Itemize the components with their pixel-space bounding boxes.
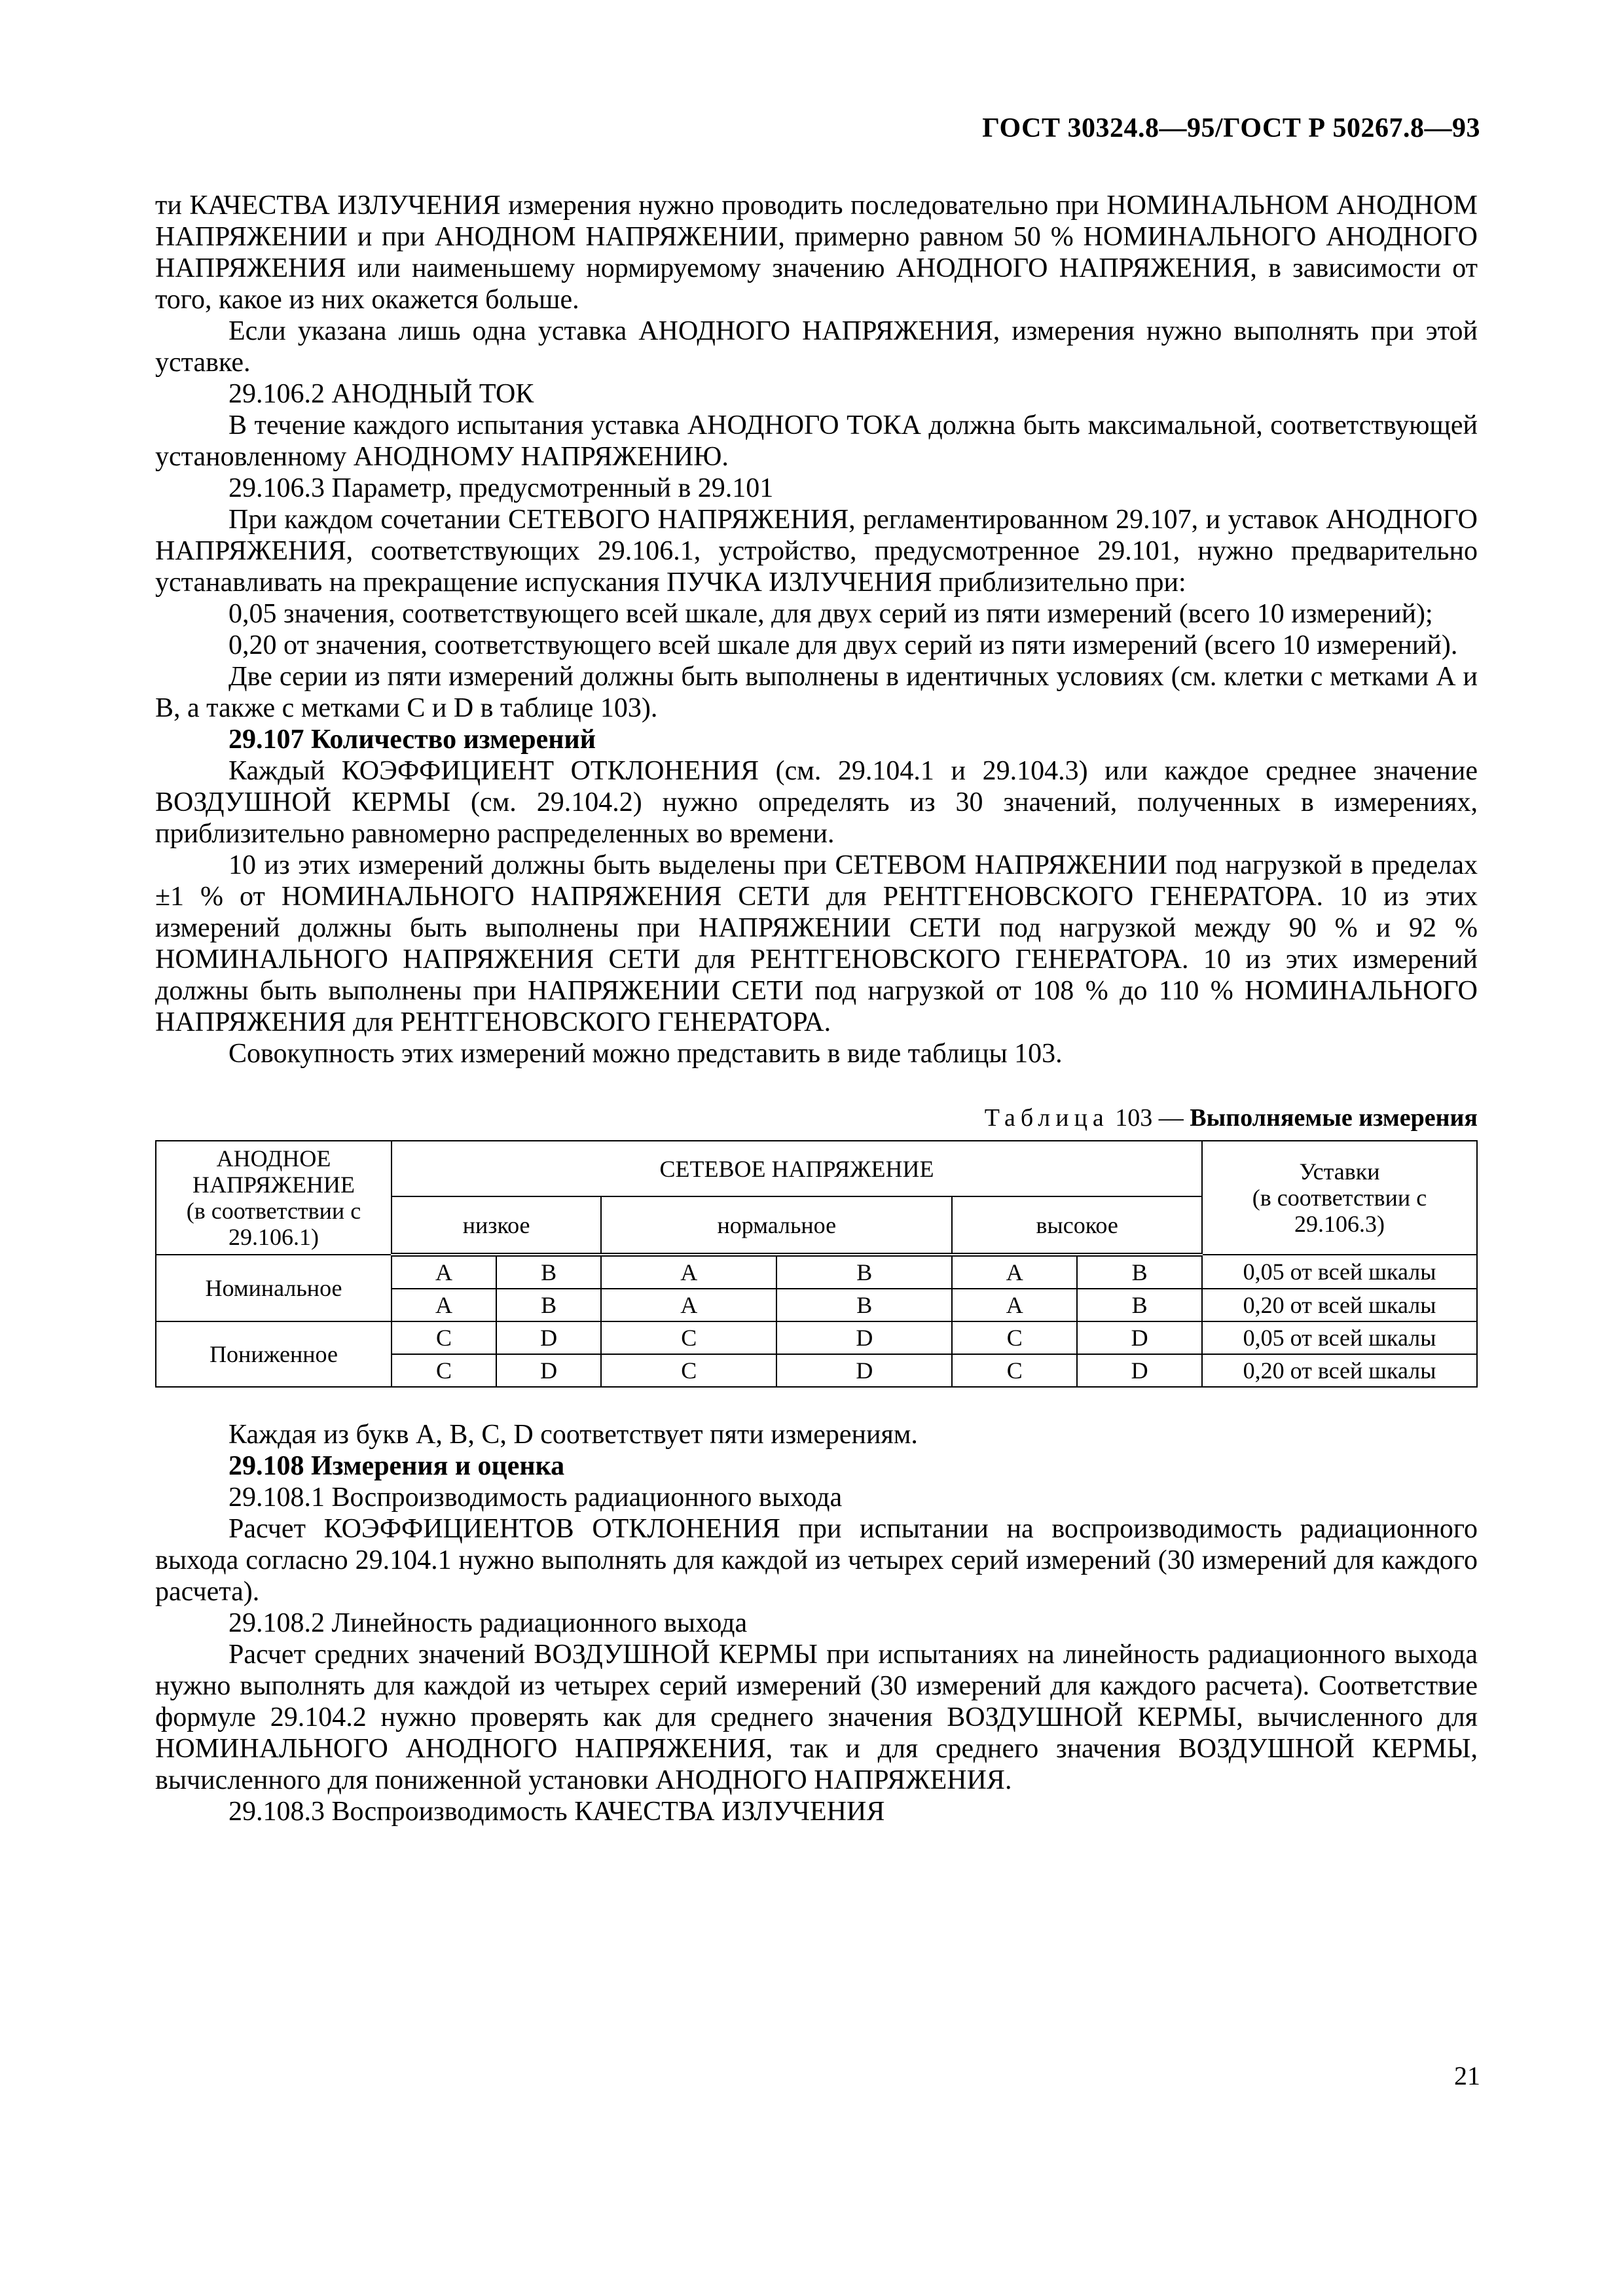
table-cell: А xyxy=(392,1255,496,1289)
header-high: высокое xyxy=(952,1196,1202,1255)
table-cell: D xyxy=(496,1321,601,1354)
table-cell: D xyxy=(496,1354,601,1387)
paragraph: 29.108.3 Воспроизводимость КАЧЕСТВА ИЗЛУЧЕНИЯ xyxy=(228,1797,885,1827)
row-group-label: Номинальное xyxy=(156,1255,392,1321)
setting-cell: 0,20 от всей шкалы xyxy=(1202,1289,1477,1321)
paragraph: Если указана лишь одна уставка АНОДНОГО НАПРЯЖЕНИЯ, измерения нужно выполнять при этой уставке. xyxy=(155,316,1478,378)
header-settings-label: Уставки xyxy=(1299,1158,1380,1185)
header-low: низкое xyxy=(392,1196,601,1255)
table-cell: В xyxy=(1077,1255,1202,1289)
paragraph: 29.108.2 Линейность радиационного выхода xyxy=(228,1608,748,1638)
paragraph: Две серии из пяти измерений должны быть выполнены в идентичных условиях (см. клетки с метками А и В, а также с метками С и D в таблице 103). xyxy=(155,662,1478,723)
setting-cell: 0,20 от всей шкалы xyxy=(1202,1354,1477,1387)
paragraph: В течение каждого испытания уставка АНОДНОГО ТОКА должна быть максимальной, соответствующей установленному АНОДНОМУ НАПРЯЖЕНИЮ. xyxy=(155,410,1478,472)
setting-cell: 0,05 от всей шкалы xyxy=(1202,1255,1477,1289)
table-cell: В xyxy=(776,1289,952,1321)
paragraph: Каждый КОЭФФИЦИЕНТ ОТКЛОНЕНИЯ (см. 29.104.1 и 29.104.3) или каждое среднее значение ВОЗДУШНОЙ КЕРМЫ (см. 29.104.2) нужно определять из 30 значений, полученных в измерениях, приблизительно равномерно распределенных во времени. xyxy=(155,756,1478,849)
table-cell: А xyxy=(392,1289,496,1321)
paragraph: ти КАЧЕСТВА ИЗЛУЧЕНИЯ измерения нужно проводить последовательно при НОМИНАЛЬНОМ АНОДНОМ НАПРЯЖЕНИИ и при АНОДНОМ НАПРЯЖЕНИИ, примерно равном 50 % НОМИНАЛЬНОГО АНОДНОГО НАПРЯЖЕНИЯ или наименьшему нормируемому значению АНОДНОГО НАПРЯЖЕНИЯ, в зависимости от того, какое из них окажется больше. xyxy=(155,190,1478,315)
table-cell: С xyxy=(392,1354,496,1387)
table-cell: А xyxy=(601,1289,776,1321)
table-caption-title: Выполняемые измерения xyxy=(1190,1104,1478,1132)
setting-cell: 0,05 от всей шкалы xyxy=(1202,1321,1477,1354)
paragraph: 29.106.3 Параметр, предусмотренный в 29.101 xyxy=(228,473,774,503)
table-cell: D xyxy=(776,1321,952,1354)
page-number: 21 xyxy=(1454,2061,1480,2090)
top-paragraphs xyxy=(155,190,1478,1069)
table-cell: В xyxy=(496,1289,601,1321)
page-header: ГОСТ 30324.8—95/ГОСТ Р 50267.8—93 xyxy=(982,113,1480,143)
table-caption xyxy=(155,1102,1478,1134)
table-caption-number: 103 — xyxy=(1115,1104,1184,1132)
row-group-label: Пониженное xyxy=(156,1321,392,1387)
table-cell: D xyxy=(1077,1354,1202,1387)
header-anode-voltage xyxy=(156,1141,392,1255)
paragraph: Расчет КОЭФФИЦИЕНТОВ ОТКЛОНЕНИЯ при испытании на воспроизводимость радиационного выхода согласно 29.104.1 нужно выполнять для каждой из четырех серий измерений (30 измерений для каждого расчета). xyxy=(155,1514,1478,1607)
table-row xyxy=(156,1255,1477,1289)
table-cell: С xyxy=(952,1321,1077,1354)
header-network-voltage: СЕТЕВОЕ НАПРЯЖЕНИЕ xyxy=(392,1141,1202,1196)
table-cell: С xyxy=(392,1321,496,1354)
document-body xyxy=(155,190,1478,1827)
paragraph: 29.106.2 АНОДНЫЙ ТОК xyxy=(228,379,534,409)
table-caption-label: Таблица xyxy=(984,1104,1109,1132)
paragraph: Совокупность этих измерений можно представить в виде таблицы 103. xyxy=(228,1039,1063,1069)
table-cell: В xyxy=(496,1255,601,1289)
paragraph: 29.108.1 Воспроизводимость радиационного выхода xyxy=(228,1482,843,1513)
paragraph: Каждая из букв А, В, С, D соответствует пяти измерениям. xyxy=(228,1420,918,1450)
header-normal: нормальное xyxy=(601,1196,952,1255)
paragraph: Расчет средних значений ВОЗДУШНОЙ КЕРМЫ при испытаниях на линейность радиационного выхода нужно выполнять для каждой из четырех серий измерений (30 измерений для каждого расчета). Соответствие формуле 29.104.2 нужно проверять как для среднего значения ВОЗДУШНОЙ КЕРМЫ, вычисленного для НОМИНАЛЬНОГО АНОДНОГО НАПРЯЖЕНИЯ, так и для среднего значения ВОЗДУШНОЙ КЕРМЫ, вычисленного для пониженной установки АНОДНОГО НАПРЯЖЕНИЯ. xyxy=(155,1640,1478,1795)
table-cell: С xyxy=(952,1354,1077,1387)
table-cell: С xyxy=(601,1354,776,1387)
section-heading: 29.108 Измерения и оценка xyxy=(228,1451,565,1481)
bottom-paragraphs xyxy=(155,1419,1478,1827)
table-cell: С xyxy=(601,1321,776,1354)
header-settings-ref: (в соответствии с 29.106.3) xyxy=(1252,1185,1427,1237)
table-cell: А xyxy=(952,1289,1077,1321)
table-row xyxy=(156,1321,1477,1354)
paragraph: При каждом сочетании СЕТЕВОГО НАПРЯЖЕНИЯ, регламентированном 29.107, и уставок АНОДНОГО НАПРЯЖЕНИЯ, соответствующих 29.106.1, устройство, предусмотренное 29.101, нужно предварительно устанавливать на прекращение испускания ПУЧКА ИЗЛУЧЕНИЯ приблизительно при: xyxy=(155,505,1478,598)
table-cell: А xyxy=(601,1255,776,1289)
paragraph: 0,20 от значения, соответствующего всей шкале для двух серий из пяти измерений (всего 10 измерений). xyxy=(228,630,1458,660)
table-body xyxy=(156,1255,1477,1387)
table-cell: А xyxy=(952,1255,1077,1289)
section-heading: 29.107 Количество измерений xyxy=(228,725,596,755)
paragraph: 10 из этих измерений должны быть выделены при СЕТЕВОМ НАПРЯЖЕНИИ под нагрузкой в пределах ±1 % от НОМИНАЛЬНОГО НАПРЯЖЕНИЯ СЕТИ для РЕНТГЕНОВСКОГО ГЕНЕРАТОРА. 10 из этих измерений должны быть выполнены при НАПРЯЖЕНИИ СЕТИ под нагрузкой между 90 % и 92 % НОМИНАЛЬНОГО НАПРЯЖЕНИЯ СЕТИ для РЕНТГЕНОВСКОГО ГЕНЕРАТОРА. 10 из этих измерений должны быть выполнены при НАПРЯЖЕНИИ СЕТИ под нагрузкой от 108 % до 110 % НОМИНАЛЬНОГО НАПРЯЖЕНИЯ для РЕНТГЕНОВСКОГО ГЕНЕРАТОРА. xyxy=(155,850,1478,1037)
measurements-table xyxy=(155,1140,1478,1388)
header-anode-ref: (в соответствии с 29.106.1) xyxy=(186,1198,361,1250)
table-cell: D xyxy=(776,1354,952,1387)
table-cell: В xyxy=(1077,1289,1202,1321)
header-settings xyxy=(1202,1141,1477,1255)
header-anode-label: АНОДНОЕ НАПРЯЖЕНИЕ xyxy=(192,1145,355,1198)
paragraph: 0,05 значения, соответствующего всей шкале, для двух серий из пяти измерений (всего 10 измерений); xyxy=(228,599,1433,629)
table-cell: D xyxy=(1077,1321,1202,1354)
table-cell: В xyxy=(776,1255,952,1289)
